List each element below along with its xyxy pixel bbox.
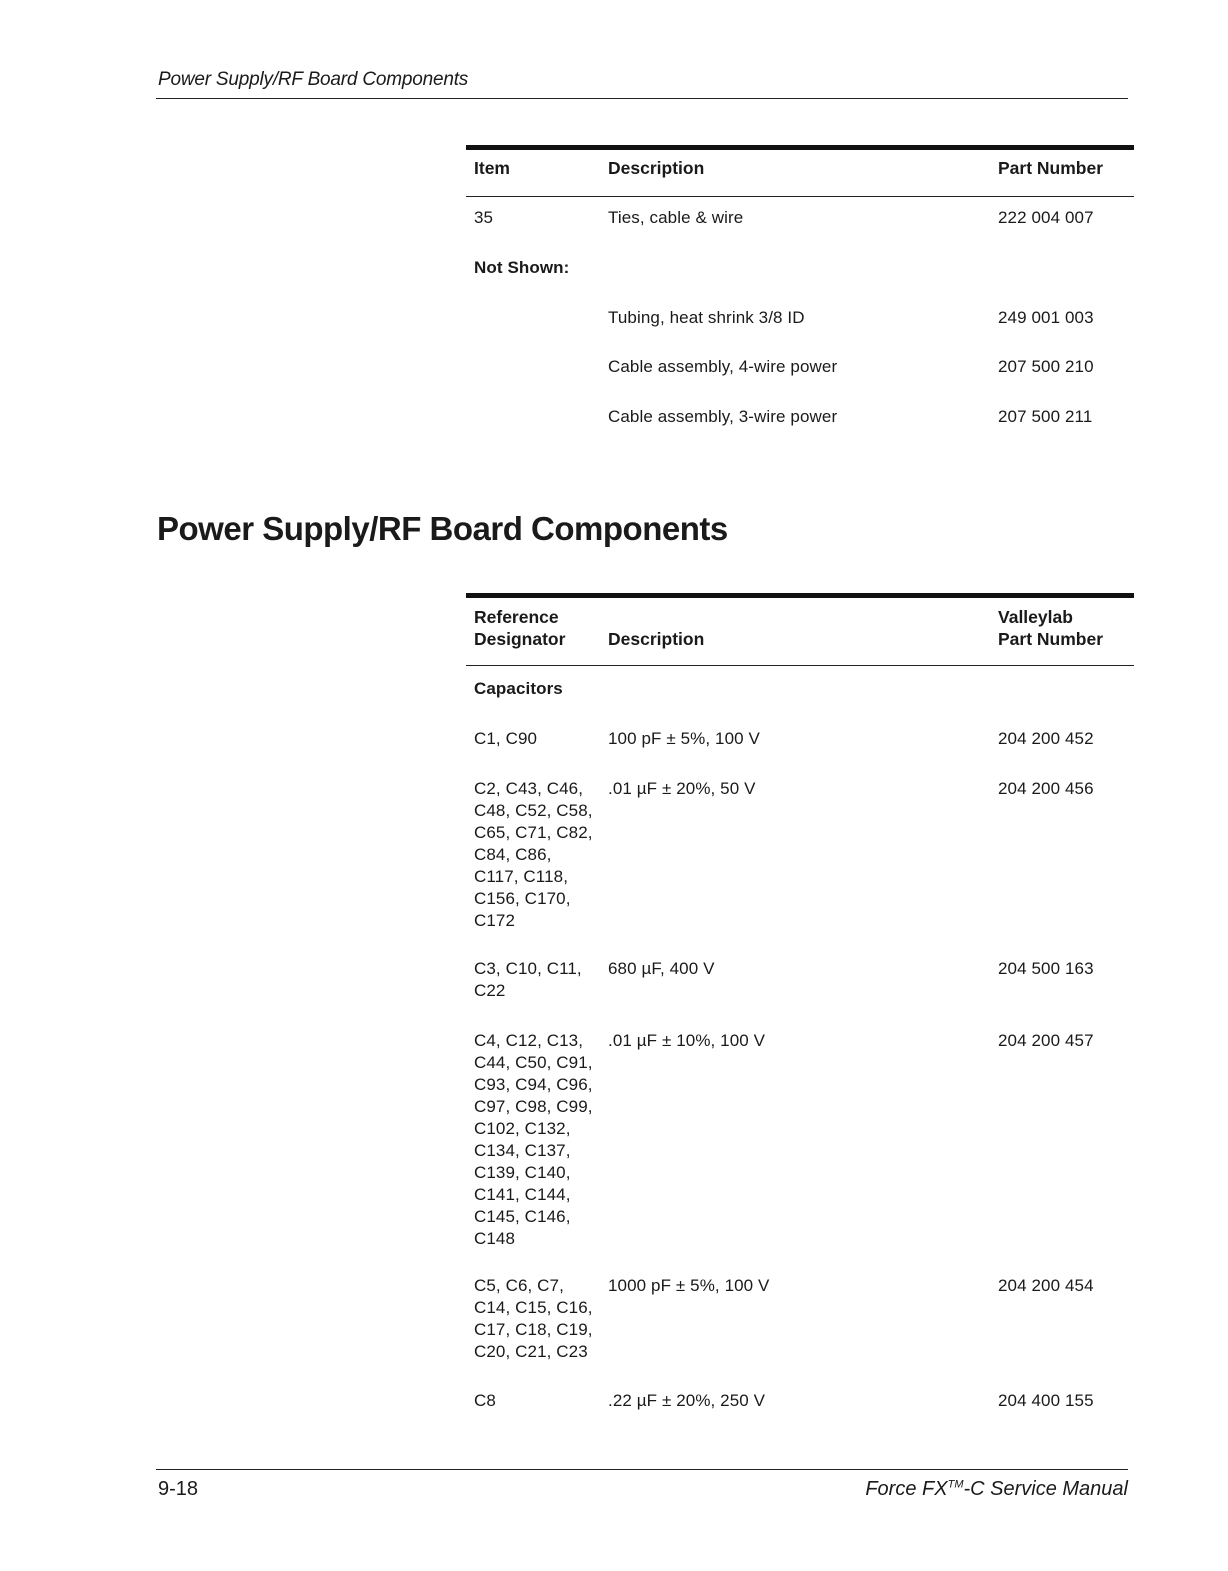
table2-row-description: 680 µF, 400 V — [608, 959, 715, 978]
not-shown-label: Not Shown: — [474, 258, 570, 277]
table2-row-part-number: 204 200 454 — [998, 1276, 1094, 1295]
not-shown-description: Cable assembly, 4-wire power — [608, 357, 838, 376]
table1-header-rule — [466, 196, 1134, 197]
table1-top-rule — [466, 145, 1134, 150]
table2-row-description: 100 pF ± 5%, 100 V — [608, 729, 760, 748]
table2-row-part-number: 204 500 163 — [998, 959, 1094, 978]
table2-row-part-number: 204 200 456 — [998, 779, 1094, 798]
table1-row-item: 35 — [474, 208, 494, 227]
not-shown-description: Tubing, heat shrink 3/8 ID — [608, 308, 805, 327]
header-rule — [156, 98, 1128, 99]
table2-row-designator: C2, C43, C46, C48, C52, C58, C65, C71, C82, C84, C86, C117, C118, C156, C170, C172 — [474, 779, 593, 930]
table1-row-part-number: 222 004 007 — [998, 208, 1094, 227]
table2-row-description: .01 µF ± 20%, 50 V — [608, 779, 756, 798]
footer-rule — [156, 1469, 1128, 1470]
table2-row-part-number: 204 200 457 — [998, 1031, 1094, 1050]
table2-header-reference: Reference — [474, 607, 559, 627]
table2-row-designator: C5, C6, C7, C14, C15, C16, C17, C18, C19, C20, C21, C23 — [474, 1276, 593, 1361]
table1-header-description: Description — [608, 158, 705, 178]
table2-row-part-number: 204 400 155 — [998, 1391, 1094, 1410]
not-shown-part-number: 207 500 210 — [998, 357, 1094, 376]
table2-row-description: .01 µF ± 10%, 100 V — [608, 1031, 766, 1050]
table2-top-rule — [466, 593, 1134, 598]
not-shown-description: Cable assembly, 3-wire power — [608, 407, 838, 426]
table1-header-item: Item — [474, 158, 510, 178]
page-number: 9-18 — [158, 1478, 199, 1500]
not-shown-part-number: 249 001 003 — [998, 308, 1094, 327]
manual-title-suffix: -C Service Manual — [963, 1478, 1128, 1500]
trademark-mark: TM — [947, 1478, 964, 1491]
table2-row-designator: C8 — [474, 1391, 496, 1410]
table2-header-rule — [466, 665, 1134, 666]
running-header: Power Supply/RF Board Components — [158, 69, 469, 90]
manual-title — [865, 1478, 1128, 1501]
manual-title-prefix: Force FX — [865, 1478, 948, 1500]
table1-header-part-number: Part Number — [998, 158, 1104, 178]
table2-row-description: .22 µF ± 20%, 250 V — [608, 1391, 766, 1410]
group-label-capacitors: Capacitors — [474, 679, 563, 698]
table2-row-part-number: 204 200 452 — [998, 729, 1094, 748]
table2-header-description: Description — [608, 629, 705, 649]
table2-row-designator: C1, C90 — [474, 729, 538, 748]
table1-row-description: Ties, cable & wire — [608, 208, 744, 227]
table2-row-description: 1000 pF ± 5%, 100 V — [608, 1276, 770, 1295]
table2-row-designator: C3, C10, C11, C22 — [474, 959, 582, 1000]
table2-header-designator: Designator — [474, 629, 566, 649]
table2-header-part-number: Part Number — [998, 629, 1104, 649]
section-title: Power Supply/RF Board Components — [157, 510, 728, 547]
table2-header-valleylab: Valleylab — [998, 607, 1073, 627]
table2-row-designator: C4, C12, C13, C44, C50, C91, C93, C94, C96, C97, C98, C99, C102, C132, C134, C137, C139, C140, C141, C144, C145, C146, C148 — [474, 1031, 593, 1248]
not-shown-part-number: 207 500 211 — [998, 407, 1093, 426]
